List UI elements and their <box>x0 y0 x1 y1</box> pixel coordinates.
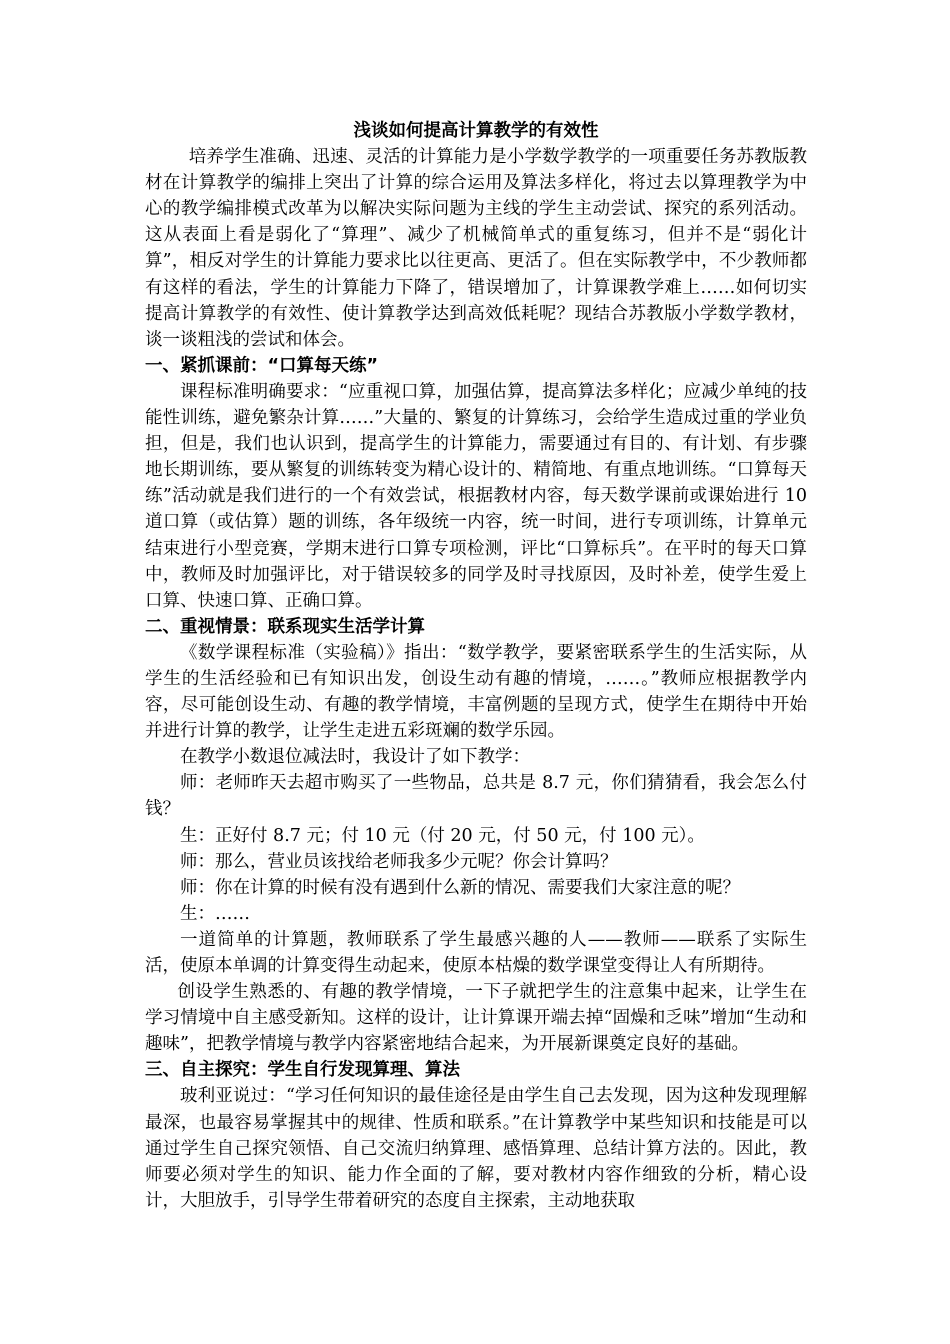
dialogue-line-4: 师：你在计算的时候有没有遇到什么新的情况、需要我们大家注意的呢？ <box>180 877 740 898</box>
section-1-heading: 一、紧抓课前：“口算每天练” <box>145 355 379 376</box>
dialogue-line-2: 生：正好付 8.7 元；付 10 元（付 20 元，付 50 元，付 100 元）。 <box>180 825 705 846</box>
document-page <box>145 118 807 1214</box>
dialogue-line-3: 师：那么，营业员该找给老师我多少元呢？你会计算吗？ <box>180 851 618 872</box>
dialogue-line-1: 师：老师昨天去超市购买了一些物品，总共是 8.7 元，你们猜猜看，我会怎么付钱？ <box>145 773 807 820</box>
section-2-paragraph-4: 创设学生熟悉的、有趣的教学情境，一下子就把学生的注意集中起来，让学生在学习情境中自主感受新知。这样的设计，让计算课开端去掉“固燥和乏味”增加“生动和趣味”，把教学情境与教学内容紧密地结合起来，为开展新课奠定良好的基础。 <box>145 982 807 1055</box>
intro-paragraph: 培养学生准确、迅速、灵活的计算能力是小学数学教学的一项重要任务苏教版教材在计算教学的编排上突出了计算的综合运用及算法多样化，将过去以算理教学为中心的教学编排模式改革为以解决实际问题为主线的学生主动尝试、探究的系列活动。这从表面上看是弱化了“算理”、减少了机械简单式的重复练习，但并不是“弱化计算”，相反对学生的计算能力要求比以往更高、更活了。但在实际教学中，不少教师都有这样的看法，学生的计算能力下降了，错误增加了，计算课教学难上……如何切实提高计算教学的有效性、使计算教学达到高效低耗呢？现结合苏教版小学数学教材，谈一谈粗浅的尝试和体会。 <box>145 147 807 350</box>
section-2-paragraph-2: 在教学小数退位减法时，我设计了如下教学： <box>180 747 530 768</box>
section-1-paragraph: 课程标准明确要求：“应重视口算，加强估算，提高算法多样化；应减少单纯的技能性训练，避免繁杂计算……”大量的、繁复的计算练习，会给学生造成过重的学业负担，但是，我们也认识到，提高学生的计算能力，需要通过有目的、有计划、有步骤地长期训练，要从繁复的训练转变为精心设计的、精简地、有重点地训练。“口算每天练”活动就是我们进行的一个有效尝试，根据教材内容，每天数学课前或课始进行 10 道口算（或估算）题的训练，各年级统一内容，统一时间，进行专项训练，计算单元结束进行小型竞赛，学期末进行口算专项检测，评比“口算标兵”。在平时的每天口算中，教师及时加强评比，对于错误较多的同学及时寻找原因，及时补差，使学生爱上口算、快速口算、正确口算。 <box>145 381 807 611</box>
document-title: 浅谈如何提高计算教学的有效性 <box>353 121 599 141</box>
section-3-paragraph: 玻利亚说过：“学习任何知识的最佳途径是由学生自己去发现，因为这种发现理解最深，也最容易掌握其中的规律、性质和联系。”在计算教学中某些知识和技能是可以通过学生自己探究领悟、自己交流归纳算理、感悟算理、总结计算方法的。因此，教师要必须对学生的知识、能力作全面的了解，要对教材内容作细致的分析，精心设计，大胆放手，引导学生带着研究的态度自主探索，主动地获取 <box>145 1086 807 1211</box>
section-3-heading: 三、自主探究：学生自行发现算理、算法 <box>145 1060 460 1081</box>
section-2-paragraph-3: 一道简单的计算题，教师联系了学生最感兴趣的人——教师——联系了实际生活，使原本单调的计算变得生动起来，使原本枯燥的数学课堂变得让人有所期待。 <box>145 929 807 976</box>
dialogue-line-5: 生：…… <box>180 903 250 924</box>
section-2-heading: 二、重视情景：联系现实生活学计算 <box>145 616 425 637</box>
section-2-paragraph-1: 《数学课程标准（实验稿）》指出：“数学教学，要紧密联系学生的生活实际，从学生的生活经验和已有知识出发，创设生动有趣的情境，……。”教师应根据教学内容，尽可能创设生动、有趣的教学情境，丰富例题的呈现方式，使学生在期待中开始并进行计算的教学，让学生走进五彩斑斓的数学乐园。 <box>145 642 807 742</box>
